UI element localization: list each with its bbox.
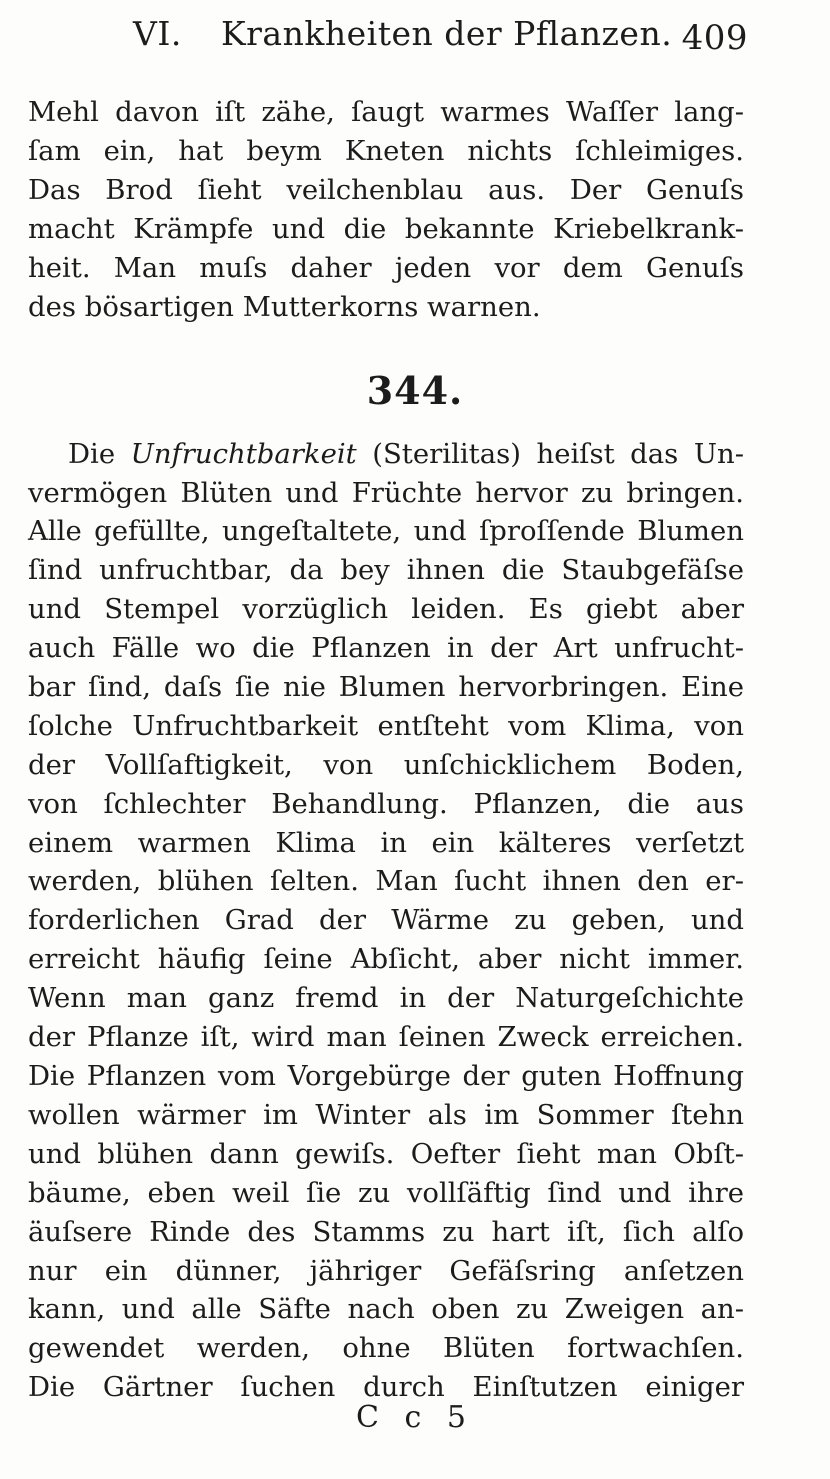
chapter-title: Krankheiten der Pflanzen.	[221, 14, 673, 53]
signature-mark: C c 5	[356, 1400, 474, 1435]
text-line: und Stempel vorzüglich leiden. Es giebt aber	[28, 593, 744, 625]
first-line-lead: Die	[68, 438, 131, 470]
text-line: der Pflanze iſt, wird man ſeinen Zweck erreichen.	[28, 1021, 744, 1053]
text-line: von ſchlechter Behandlung. Pflanzen, die aus	[28, 788, 744, 820]
text-line: Das Brod ſieht veilchenblau aus. Der Genuſs	[28, 174, 744, 206]
text-line: äuſsere Rinde des Stamms zu hart iſt, ſich alſo	[28, 1216, 744, 1248]
text-line: nur ein dünner, jähriger Gefäſsring anſetzen	[28, 1255, 744, 1287]
text-line: der Vollſaftigkeit, von unſchicklichem Boden,	[28, 749, 744, 781]
text-line: und blühen dann gewiſs. Oefter ſieht man Obſt-	[28, 1138, 744, 1170]
text-line: bar ſind, daſs ſie nie Blumen hervorbringen. Eine	[28, 671, 744, 703]
text-line: ſolche Unfruchtbarkeit entſteht vom Klima, von	[28, 710, 744, 742]
text-line: forderlichen Grad der Wärme zu geben, und	[28, 904, 744, 936]
text-line: macht Krämpfe und die bekannte Kriebelkrank-	[28, 213, 744, 245]
running-header	[133, 14, 748, 62]
text-line: kann, und alle Säfte nach oben zu Zweigen an-	[28, 1293, 744, 1325]
italic-term: Unfruchtbarkeit	[130, 438, 357, 470]
text-line: werden, blühen ſelten. Man ſucht ihnen den er-	[28, 865, 744, 897]
text-line: des bösartigen Mutterkorns warnen.	[28, 291, 541, 323]
text-line: Die Pflanzen vom Vorgebürge der guten Hoffnung	[28, 1060, 744, 1092]
section-number: 344.	[366, 368, 464, 413]
text-line: vermögen Blüten und Früchte hervor zu bringen.	[28, 477, 744, 509]
text-line: einem warmen Klima in ein kälteres verſetzt	[28, 827, 744, 859]
text-line: bäume, eben weil ſie zu vollſäftig ſind und ihre	[28, 1177, 744, 1209]
text-line: Wenn man ganz fremd in der Naturgeſchichte	[28, 982, 744, 1014]
first-line-rest: (Sterilitas) heiſst das Un-	[356, 438, 745, 470]
text-line: auch Fälle wo die Pflanzen in der Art unfrucht-	[28, 632, 744, 664]
section-first-line	[68, 435, 744, 473]
text-line: Mehl davon iſt zähe, ſaugt warmes Waſſer lang-	[28, 96, 744, 128]
text-line: Alle gefüllte, ungeſtaltete, und ſproſſende Blumen	[28, 515, 744, 547]
text-line: ſam ein, hat beym Kneten nichts ſchleimiges.	[28, 135, 744, 167]
text-line: gewendet werden, ohne Blüten fortwachſen.	[28, 1332, 744, 1364]
text-line: wollen wärmer im Winter als im Sommer ſtehn	[28, 1099, 744, 1131]
text-line: heit. Man muſs daher jeden vor dem Genuſs	[28, 252, 744, 284]
chapter-number: VI.	[133, 14, 182, 53]
page-number: 409	[681, 18, 748, 58]
text-line: ſind unfruchtbar, da bey ihnen die Staubgefäſse	[28, 554, 744, 586]
text-line: erreicht häufig ſeine Abſicht, aber nicht immer.	[28, 943, 744, 975]
text-line: Die Gärtner ſuchen durch Einſtutzen einiger	[28, 1371, 744, 1403]
